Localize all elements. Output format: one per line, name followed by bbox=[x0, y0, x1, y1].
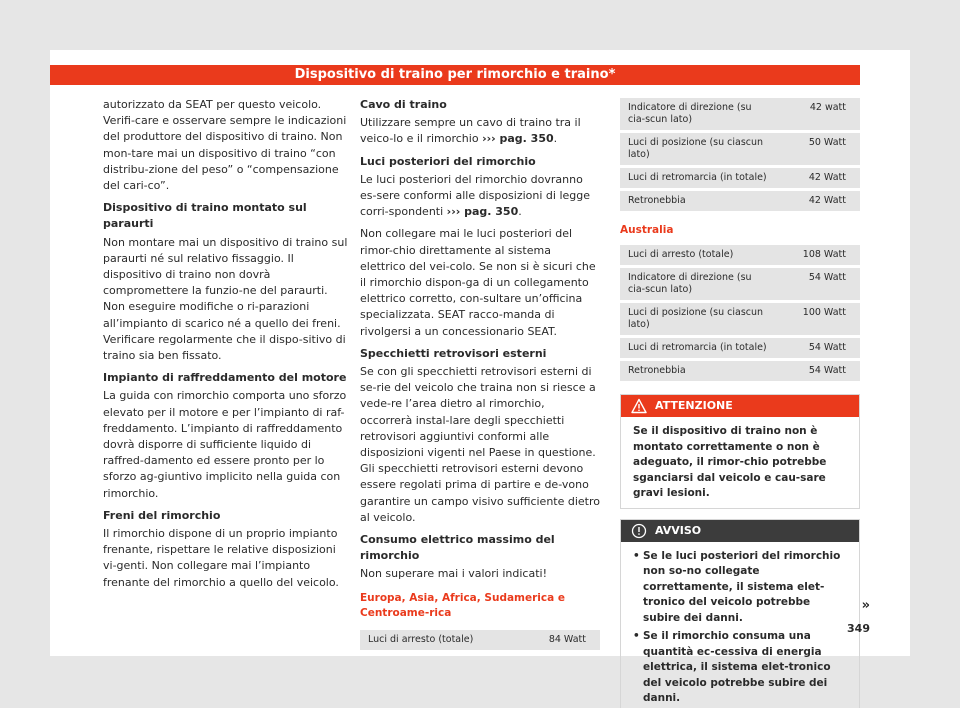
section-text: Il rimorchio dispone di un proprio impianto frenante, rispettare le relative disposizioni vi-genti. Non collegare mai l’impianto frenante del rimorchio a quello del veicolo. bbox=[103, 527, 339, 589]
table-cell-label: Retronebbia bbox=[620, 361, 772, 381]
table-cell-label: Luci di retromarcia (in totale) bbox=[620, 168, 772, 188]
note-bullet: • Se il rimorchio consuma una quantità ec-cessiva di energia elettrica, il sistema elet-tronico del veicolo potrebbe subire dei danni. bbox=[633, 629, 849, 707]
power-table-continued bbox=[620, 95, 860, 214]
table-cell-value: 108 Watt bbox=[772, 245, 860, 265]
table-row bbox=[620, 168, 860, 188]
column-3 bbox=[620, 95, 860, 708]
table-cell-label: Luci di arresto (totale) bbox=[360, 630, 512, 650]
table-cell-value: 54 Watt bbox=[772, 361, 860, 381]
page-reference-link[interactable]: ››› pag. 350 bbox=[446, 205, 519, 219]
table-row bbox=[620, 268, 860, 300]
page-number: 349 bbox=[847, 622, 870, 635]
page-header bbox=[50, 65, 860, 85]
section-text: Utilizzare sempre un cavo di traino tra il veico-lo e il rimorchio ››› pag. 350. bbox=[360, 116, 581, 146]
power-table bbox=[360, 627, 600, 653]
table-cell-value: 100 Watt bbox=[772, 303, 860, 335]
section-heading: Impianto di raffreddamento del motore bbox=[103, 371, 347, 385]
page-reference-link[interactable]: ››› pag. 350 bbox=[482, 132, 554, 146]
section-heading: Dispositivo di traino montato sul paraurti bbox=[103, 201, 307, 231]
note-title: AVVISO bbox=[655, 523, 702, 537]
warning-title: ATTENZIONE bbox=[655, 399, 733, 413]
table-cell-label: Indicatore di direzione (su cia-scun lato) bbox=[620, 98, 772, 130]
note-box bbox=[620, 519, 860, 708]
section-text: Le luci posteriori del rimorchio dovranno es-sere conformi alle disposizioni di legge corri-spondenti ››› pag. 350. bbox=[360, 172, 591, 219]
info-circle-icon bbox=[631, 523, 647, 539]
warning-box bbox=[620, 394, 860, 509]
table-cell-label: Retronebbia bbox=[620, 191, 772, 211]
table-cell-value: 42 Watt bbox=[772, 168, 860, 188]
region-label: Europa, Asia, Africa, Sudamerica e Centroame-rica bbox=[360, 591, 565, 619]
table-cell-label: Luci di posizione (su ciascun lato) bbox=[620, 303, 772, 335]
note-header bbox=[621, 520, 859, 542]
table-cell-label: Luci di posizione (su ciascun lato) bbox=[620, 133, 772, 165]
table-cell-value: 50 Watt bbox=[772, 133, 860, 165]
section-heading: Specchietti retrovisori esterni bbox=[360, 346, 547, 360]
table-cell-label: Luci di retromarcia (in totale) bbox=[620, 338, 772, 358]
table-cell-value: 54 Watt bbox=[772, 338, 860, 358]
page-title: Dispositivo di traino per rimorchio e traino* bbox=[294, 67, 616, 82]
table-cell-value: 54 Watt bbox=[772, 268, 860, 300]
table-row bbox=[620, 361, 860, 381]
section-text: La guida con rimorchio comporta uno sforzo elevato per il motore e per l’impianto di raf-freddamento. L’impianto di raffreddamento dovrà disporre di sufficiente liquido di raffred-damento ed essere pronto per lo sforzo ag-giuntivo implicito nella guida con rimorchio. bbox=[103, 389, 347, 500]
table-cell-value: 84 Watt bbox=[512, 630, 600, 650]
table-row bbox=[620, 133, 860, 165]
section-heading: Cavo di traino bbox=[360, 98, 447, 111]
region-label-australia: Australia bbox=[620, 224, 674, 236]
text-span: Le luci posteriori del rimorchio dovranno es-sere conformi alle disposizioni di legge corri-spondenti bbox=[360, 172, 591, 219]
table-cell-value: 42 watt bbox=[772, 98, 860, 130]
warning-header bbox=[621, 395, 859, 417]
section-text: Se con gli specchietti retrovisori esterni di se-rie del veicolo che traina non si riesce a vede-re l’area dietro al rimorchio, occorrerà instal-lare degli specchietti retrovisori aggiuntivi conformi alle disposizioni vigenti nel Paese in questione. Gli specchietti retrovisori esterni devono essere regolati prima di partire e de-vono garantire un campo visivo sufficiente dietro al veicolo. bbox=[360, 365, 601, 524]
warning-triangle-icon bbox=[631, 398, 647, 414]
table-cell-value: 42 Watt bbox=[772, 191, 860, 211]
warning-text: Se il dispositivo di traino non è montato correttamente o non è adeguato, il rimor-chio potrebbe sganciarsi dal veicolo e cau-sare gravi lesioni. bbox=[633, 425, 827, 500]
section-heading: Freni del rimorchio bbox=[103, 508, 221, 522]
intro-paragraph: autorizzato da SEAT per questo veicolo. Verifi-care e osservare sempre le indicazioni del produttore del dispositivo di traino. Non mon-tare mai un dispositivo di traino “con distribu-zione del peso” o “compensazione del cari-co”. bbox=[103, 98, 347, 193]
table-row bbox=[620, 303, 860, 335]
power-table-australia bbox=[620, 242, 860, 384]
continue-arrow-icon: » bbox=[861, 598, 870, 613]
section-text: Non montare mai un dispositivo di traino sul paraurti né sul relativo fissaggio. Il dispositivo di traino non dovrà compromettere la funzio-ne del paraurti. Non eseguire modifiche o ri-parazioni all’impianto di scarico né a quello dei freni. Verificare regolarmente che il dispo-sitivo di traino sia ben fissato. bbox=[103, 235, 348, 363]
section-heading: Luci posteriori del rimorchio bbox=[360, 154, 536, 168]
table-row bbox=[620, 245, 860, 265]
table-row bbox=[620, 98, 860, 130]
column-1 bbox=[103, 97, 348, 597]
text-span: Utilizzare sempre un cavo di traino tra il veico-lo e il rimorchio bbox=[360, 116, 581, 146]
section-text: Non collegare mai le luci posteriori del rimor-chio direttamente al sistema elettrico del vei-colo. Se non si è sicuri che il rimorchio dispon-ga di un collegamento elettrico corretto, con-sultare un’officina specializzata. SEAT racco-manda di rivolgersi a un concessionario SEAT. bbox=[360, 227, 596, 338]
table-row bbox=[620, 191, 860, 211]
table-cell-label: Indicatore di direzione (su cia-scun lato) bbox=[620, 268, 772, 300]
column-2 bbox=[360, 97, 600, 653]
note-body bbox=[621, 542, 859, 708]
section-text: Non superare mai i valori indicati! bbox=[360, 567, 547, 581]
table-row bbox=[360, 630, 600, 650]
note-bullet: • Se le luci posteriori del rimorchio non so-no collegate correttamente, il sistema elet-tronico del veicolo potrebbe subire dei danni. bbox=[633, 549, 849, 627]
section-heading: Consumo elettrico massimo del rimorchio bbox=[360, 533, 555, 563]
manual-page bbox=[50, 50, 910, 705]
table-row bbox=[620, 338, 860, 358]
table-cell-label: Luci di arresto (totale) bbox=[620, 245, 772, 265]
